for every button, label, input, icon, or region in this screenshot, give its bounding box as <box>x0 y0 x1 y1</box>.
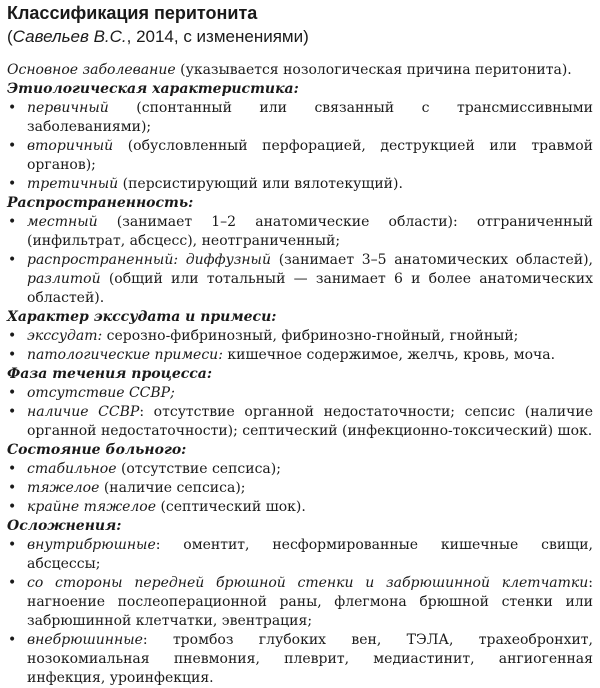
intro-text: (указывается нозологическая причина перитонита). <box>175 62 572 78</box>
bullet-icon: • <box>8 138 17 154</box>
item-term: первичный <box>27 100 109 116</box>
bullet-icon: • <box>8 100 17 116</box>
bullet-icon: • <box>8 176 17 192</box>
item-term: вторичный <box>27 138 114 154</box>
item-text: (общий или тотальный — занимает 6 и более анатомических областей). <box>27 271 593 306</box>
list-item <box>7 498 593 517</box>
bullet-icon: • <box>8 632 17 648</box>
item-term: со стороны передней брюшной стенки и забрюшинной клетчатки <box>27 575 589 591</box>
list-item <box>7 403 593 441</box>
item-term: распространенный: диффузный <box>27 252 271 268</box>
bullet-icon: • <box>8 385 17 401</box>
item-text: кишечное содержимое, желчь, кровь, моча. <box>222 347 556 363</box>
section-heading: Характер экссудата и примеси: <box>7 309 277 325</box>
section-list <box>7 327 593 365</box>
item-term: крайне тяжелое <box>27 499 157 515</box>
item-term: тяжелое <box>27 480 100 496</box>
citation-rest: , 2014, с изменениями) <box>126 27 309 46</box>
section-list <box>7 536 593 688</box>
list-item <box>7 384 593 403</box>
item-term: патологические примеси: <box>27 347 223 363</box>
item-term: внебрюшинные <box>27 632 143 648</box>
item-term: экссудат: <box>27 328 103 344</box>
bullet-icon: • <box>8 480 17 496</box>
citation-author: Савельев В.С. <box>12 27 127 46</box>
section-list <box>7 99 593 194</box>
list-item <box>7 99 593 137</box>
section-heading: Этиологическая характеристика: <box>7 81 299 97</box>
item-text: (занимает 3–5 анатомических областей), <box>270 252 593 268</box>
source-citation <box>7 25 593 48</box>
item-text: (септический шок). <box>156 499 306 515</box>
bullet-icon: • <box>8 214 17 230</box>
item-text: (отсутствие сепсиса); <box>116 461 281 477</box>
intro-paragraph <box>7 61 593 80</box>
list-item <box>7 631 593 688</box>
citation-open: ( <box>7 27 13 46</box>
list-item <box>7 346 593 365</box>
bullet-icon: • <box>8 347 17 363</box>
item-text: : нагноение послеоперационной раны, флегмона брюшной стенки или забрюшинной клетчатки, эвентрация; <box>27 575 593 629</box>
classification-sections <box>7 80 593 688</box>
item-term: стабильное <box>27 461 117 477</box>
bullet-icon: • <box>8 328 17 344</box>
list-item <box>7 327 593 346</box>
list-item <box>7 213 593 251</box>
bullet-icon: • <box>8 252 17 268</box>
item-text: (персистирующий или вялотекущий). <box>118 176 403 192</box>
item-text: (занимает 1–2 анатомические области): отграниченный (инфильтрат, абсцесс), неотграниченный; <box>27 214 593 249</box>
section-list <box>7 460 593 517</box>
item-term: наличие ССВР <box>27 404 140 420</box>
item-text: : отсутствие органной недостаточности; сепсис (наличие органной недостаточности); септический (инфекционно-токсический) шок. <box>27 404 594 439</box>
page-title: Классификация перитонита <box>7 3 258 23</box>
section-list <box>7 213 593 308</box>
list-item <box>7 460 593 479</box>
bullet-icon: • <box>8 499 17 515</box>
bullet-icon: • <box>8 404 17 420</box>
item-term: местный <box>27 214 98 230</box>
list-item <box>7 479 593 498</box>
item-text: : оментит, несформированные кишечные свищи, абсцессы; <box>27 537 593 572</box>
bullet-icon: • <box>8 537 17 553</box>
intro-term: Основное заболевание <box>7 62 176 78</box>
list-item <box>7 574 593 631</box>
list-item <box>7 536 593 574</box>
item-text: (обусловленный перфорацией, деструкцией или травмой органов); <box>27 138 593 173</box>
list-item <box>7 251 593 308</box>
item-text: : тромбоз глубоких вен, ТЭЛА, трахеобронхит, нозокомиальная пневмония, плеврит, медиастинит, ангиогенная инфекция, уроинфекция. <box>27 632 593 686</box>
section-heading: Фаза течения процесса: <box>7 366 213 382</box>
section-heading: Распространенность: <box>7 195 194 211</box>
section-list <box>7 384 593 441</box>
item-term: отсутствие ССВР; <box>27 385 175 401</box>
item-text: серозно-фибринозный, фибринозно-гнойный, гнойный; <box>102 328 519 344</box>
item-term: внутрибрюшные <box>27 537 156 553</box>
section-heading: Состояние больного: <box>7 442 187 458</box>
list-item <box>7 175 593 194</box>
section-heading: Осложнения: <box>7 518 122 534</box>
item-term: разлитой <box>27 271 101 287</box>
item-text: (наличие сепсиса); <box>99 480 246 496</box>
bullet-icon: • <box>8 575 17 591</box>
list-item <box>7 137 593 175</box>
item-term: третичный <box>27 176 119 192</box>
bullet-icon: • <box>8 461 17 477</box>
item-text: (спонтанный или связанный с трансмиссивными заболеваниями); <box>27 100 593 135</box>
